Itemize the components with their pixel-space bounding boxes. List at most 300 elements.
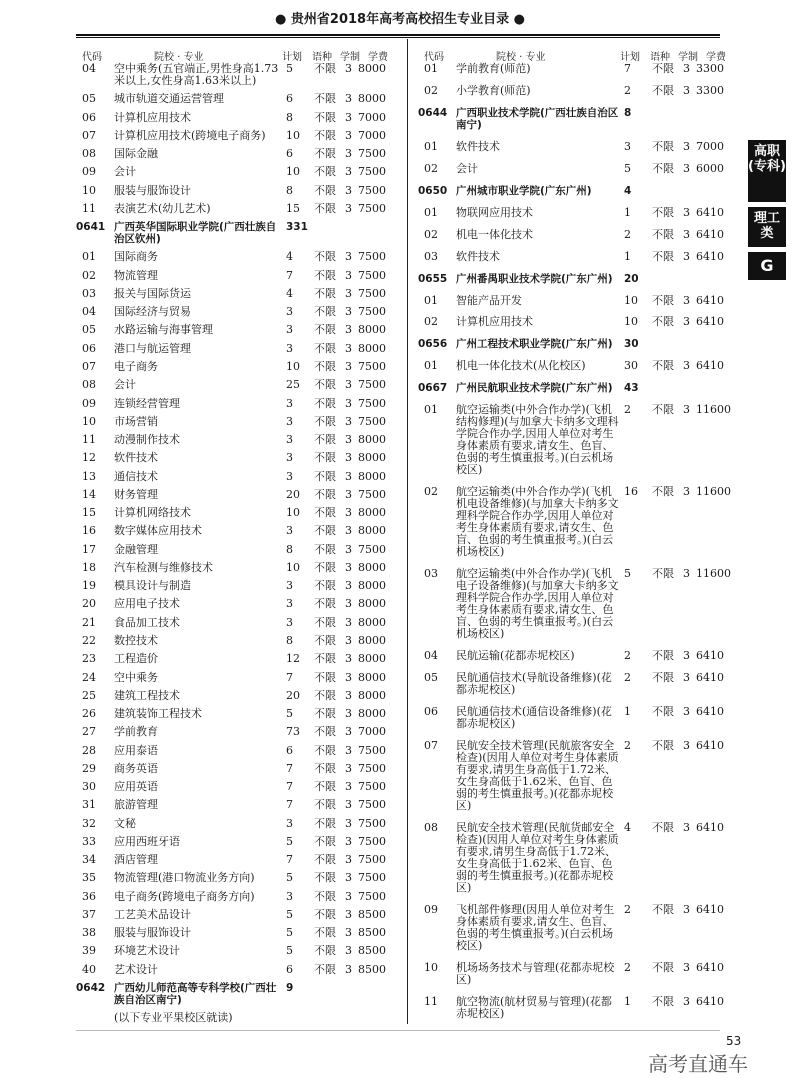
cell-lang: 不限 [314,250,336,264]
cell-fee: 6410 [696,315,724,329]
major-row [78,306,396,318]
cell-lang: 不限 [314,341,336,355]
major-row [78,324,396,336]
cell-name: 空中乘务 [114,670,158,684]
cell-fee: 6000 [696,161,724,175]
cell-years: 3 [345,506,352,520]
cell-lang: 不限 [314,889,336,903]
col-school-major-header: 院校 · 专业 [154,52,204,63]
cell-fee: 7500 [358,542,386,556]
cell-plan: 43 [624,382,639,395]
cell-years: 3 [683,293,690,307]
cell-code: 19 [82,579,96,593]
cell-lang: 不限 [314,707,336,721]
school-row [420,382,730,394]
major-row [78,63,396,87]
cell-years: 3 [345,62,352,75]
cell-code: 27 [82,725,96,739]
cell-years: 3 [345,871,352,885]
cell-fee: 3300 [696,83,724,97]
cell-lang: 不限 [314,506,336,520]
major-row [420,650,730,662]
cell-fee: 7500 [358,816,386,830]
cell-lang: 不限 [314,597,336,611]
cell-years: 3 [345,433,352,447]
cell-name: 软件技术 [114,451,158,465]
cell-years: 3 [345,834,352,848]
cell-lang: 不限 [314,359,336,373]
major-row [78,799,396,811]
cell-code: 22 [82,633,96,647]
cell-code: 02 [424,227,438,241]
cell-lang: 不限 [652,249,674,263]
cell-plan: 7 [286,853,293,867]
cell-fee: 11600 [696,485,731,499]
cell-name: 城市轨道交通运营管理 [114,92,224,106]
watermark-text: 高考直通车 [648,1052,748,1076]
side-tab-level: 高职(专科) [748,140,786,202]
cell-fee: 7500 [358,286,386,300]
cell-lang: 不限 [652,820,674,834]
cell-plan: 20 [286,487,300,501]
cell-years: 3 [345,341,352,355]
cell-code: 10 [82,414,96,428]
cell-name: 水路运输与海事管理 [114,323,213,337]
cell-years: 3 [345,780,352,794]
cell-code: 17 [82,542,96,556]
cell-code: 02 [424,315,438,329]
cell-lang: 不限 [314,816,336,830]
cell-lang: 不限 [314,560,336,574]
cell-name: 物流管理(港口物流业务方向) [114,871,255,885]
major-row [420,996,730,1020]
cell-years: 3 [683,62,690,75]
cell-code: 16 [82,524,96,538]
cell-years: 3 [345,128,352,142]
cell-code: 10 [82,183,96,197]
cell-lang: 不限 [652,403,674,417]
cell-fee: 8000 [358,633,386,647]
cell-fee: 8000 [358,688,386,702]
cell-years: 3 [345,889,352,903]
cell-years: 3 [345,359,352,373]
cell-plan: 4 [286,250,293,264]
cell-plan: 3 [286,323,293,337]
cell-code: 01 [424,403,438,417]
cell-fee: 8000 [358,652,386,666]
cell-name: 会计 [114,378,136,392]
cell-fee: 6410 [696,671,724,685]
cell-name: 国际金融 [114,147,158,161]
cell-fee: 7000 [358,128,386,142]
major-row [78,489,396,501]
major-row [420,740,730,812]
major-row [78,854,396,866]
header-rule [76,34,720,36]
major-row [78,288,396,300]
cell-name: 计算机应用技术 [114,110,191,124]
cell-name: 会计 [114,165,136,179]
major-row [78,507,396,519]
cell-years: 3 [683,902,690,916]
cell-name: 报关与国际货运 [114,286,191,300]
major-row [78,927,396,939]
cell-code: 15 [82,506,96,520]
cell-lang: 不限 [652,315,674,329]
cell-years: 3 [683,315,690,329]
cell-lang: 不限 [314,378,336,392]
cell-code: 14 [82,487,96,501]
cell-name: 空中乘务(五官端正,男性身高1.73米以上,女性身高1.63米以上) [114,62,279,87]
cell-code: 02 [424,83,438,97]
cell-code: 03 [424,567,438,581]
cell-code: 06 [424,705,438,719]
cell-fee: 6410 [696,902,724,916]
cell-name: 广西英华国际职业学院(广西壮族自治区钦州) [114,221,277,246]
cell-fee: 6410 [696,293,724,307]
cell-fee: 7500 [358,780,386,794]
cell-code: 02 [424,485,438,499]
cell-code: 08 [82,147,96,161]
cell-years: 3 [345,323,352,337]
school-row [78,221,396,245]
cell-years: 3 [345,926,352,940]
cell-fee: 6410 [696,249,724,263]
cell-years: 3 [345,652,352,666]
major-row [420,962,730,986]
cell-lang: 不限 [652,227,674,241]
cell-code: 0641 [76,221,106,234]
footer-rule [76,1030,720,1031]
major-row [420,822,730,894]
major-row [420,360,730,372]
col-plan-header: 计划 [620,52,640,63]
col-code-header: 代码 [424,52,444,63]
cell-code: 11 [82,201,96,215]
cell-years: 3 [345,633,352,647]
cell-lang: 不限 [314,268,336,282]
major-row [78,964,396,976]
school-row [420,273,730,285]
cell-lang: 不限 [314,652,336,666]
cell-years: 3 [345,688,352,702]
cell-lang: 不限 [314,542,336,556]
major-row [420,706,730,730]
cell-fee: 7500 [358,871,386,885]
cell-fee: 6410 [696,820,724,834]
cell-lang: 不限 [314,688,336,702]
cell-plan: 16 [624,485,638,499]
cell-plan: 30 [624,338,639,351]
cell-fee: 7000 [696,139,724,153]
major-row [78,471,396,483]
major-row [420,163,730,175]
cell-plan: 2 [624,902,631,916]
cell-code: 09 [424,902,438,916]
cell-plan: 3 [286,414,293,428]
cell-years: 3 [345,92,352,106]
cell-years: 3 [683,205,690,219]
cell-name: 民航运输(花都赤坭校区) [456,649,575,663]
major-row [78,562,396,574]
cell-lang: 不限 [314,147,336,161]
cell-name: 商务英语 [114,761,158,775]
cell-name: 广西职业技术学院(广西壮族自治区南宁) [456,106,619,131]
cell-code: 01 [424,205,438,219]
cell-lang: 不限 [314,798,336,812]
column-header [420,39,730,63]
column-header [78,39,396,63]
cell-code: 0642 [76,982,106,995]
cell-plan: 1 [624,205,631,219]
cell-plan: 12 [286,652,300,666]
cell-name: 电子商务(跨境电子商务方向) [114,889,255,903]
cell-code: 24 [82,670,96,684]
cell-name: 服装与服饰设计 [114,183,191,197]
cell-code: 0650 [418,184,448,197]
cell-lang: 不限 [314,396,336,410]
major-row [78,653,396,665]
cell-name: 物联网应用技术 [456,205,533,219]
cell-code: 34 [82,853,96,867]
cell-plan: 2 [624,403,631,417]
cell-name: 民航安全技术管理(民航货邮安全检查)(因用人单位对考生身体素质有要求,请男生身高低于1.72米、女生身高低于1.62米、色盲、色弱的考生慎重报考。)(花都赤坭校区) [456,820,619,894]
cell-years: 3 [345,147,352,161]
cell-lang: 不限 [314,183,336,197]
cell-lang: 不限 [314,670,336,684]
cell-name: 连锁经营管理 [114,396,180,410]
cell-name: 软件技术 [456,139,500,153]
cell-name: (以下专业平果校区就读) [114,1011,233,1025]
cell-code: 25 [82,688,96,702]
cell-years: 3 [345,268,352,282]
cell-years: 3 [345,707,352,721]
cell-name: 模具设计与制造 [114,579,191,593]
cell-name: 工程造价 [114,652,158,666]
cell-plan: 8 [286,542,293,556]
cell-lang: 不限 [652,359,674,373]
cell-code: 20 [82,597,96,611]
cell-plan: 3 [286,889,293,903]
cell-name: 航空运输类(中外合作办学)(飞机机电设备维修)(与加拿大卡纳多文理科学院合作办学,因用人单位对考生身体素质有要求,请女生、色盲、色弱的考生慎重报考。)(白云机场校区) [456,485,619,559]
major-row [420,63,730,75]
cell-code: 11 [82,433,96,447]
cell-years: 3 [683,249,690,263]
cell-lang: 不限 [314,469,336,483]
cell-code: 0656 [418,338,448,351]
cell-plan: 10 [286,560,300,574]
major-row [78,379,396,391]
cell-plan: 5 [624,567,631,581]
cell-name: 机电一体化技术 [456,227,533,241]
cell-years: 3 [345,183,352,197]
cell-name: 广州城市职业学院(广东广州) [456,184,592,197]
major-row [78,398,396,410]
major-row [78,818,396,830]
cell-plan: 10 [286,128,300,142]
major-row [420,404,730,476]
cell-plan: 3 [286,816,293,830]
school-row [420,338,730,350]
cell-code: 07 [82,359,96,373]
cell-lang: 不限 [652,161,674,175]
cell-plan: 15 [286,201,300,215]
cell-years: 3 [683,567,690,581]
page-number: 53 [726,1034,742,1048]
cell-lang: 不限 [652,62,674,75]
major-row [420,904,730,952]
cell-plan: 5 [286,62,293,75]
major-row [78,672,396,684]
cell-fee: 7500 [358,147,386,161]
cell-lang: 不限 [314,579,336,593]
cell-code: 05 [424,671,438,685]
cell-code: 07 [82,128,96,142]
cell-name: 汽车检测与维修技术 [114,560,213,574]
cell-plan: 7 [286,798,293,812]
cell-code: 29 [82,761,96,775]
cell-name: 学前教育(师范) [456,62,531,75]
cell-fee: 8000 [358,560,386,574]
major-row [78,909,396,921]
cell-name: 财务管理 [114,487,158,501]
cell-plan: 8 [624,106,632,119]
cell-years: 3 [683,739,690,753]
cell-years: 3 [683,359,690,373]
cell-lang: 不限 [314,853,336,867]
cell-fee: 7500 [358,359,386,373]
cell-name: 电子商务 [114,359,158,373]
cell-code: 26 [82,707,96,721]
cell-years: 3 [345,579,352,593]
cell-code: 36 [82,889,96,903]
cell-plan: 3 [286,305,293,319]
major-row [420,251,730,263]
cell-fee: 7500 [358,183,386,197]
col-lang-header: 语种 [312,52,332,63]
cell-lang: 不限 [314,433,336,447]
cell-plan: 5 [286,907,293,921]
cell-code: 07 [424,739,438,753]
cell-name: 航空运输类(中外合作办学)(飞机电子设备维修)(与加拿大卡纳多文理科学院合作办学,因用人单位对考生身体素质有要求,请女生、色盲、色弱的考生慎重报考。)(白云机场校区) [456,567,619,641]
cell-code: 04 [82,305,96,319]
cell-lang: 不限 [314,926,336,940]
cell-plan: 2 [624,227,631,241]
cell-name: 软件技术 [456,249,500,263]
cell-name: 智能产品开发 [456,293,522,307]
cell-fee: 6410 [696,205,724,219]
cell-fee: 8000 [358,707,386,721]
cell-years: 3 [345,597,352,611]
major-row [420,295,730,307]
cell-fee: 6410 [696,227,724,241]
side-tab-letter: G [748,252,786,280]
cell-fee: 8000 [358,62,386,75]
cell-code: 01 [424,359,438,373]
cell-name: 表演艺术(幼儿艺术) [114,201,211,215]
school-row [420,185,730,197]
left-column [78,39,396,1024]
cell-fee: 7500 [358,201,386,215]
cell-name: 建筑装饰工程技术 [114,707,202,721]
cell-plan: 331 [286,221,308,234]
cell-fee: 7500 [358,268,386,282]
cell-years: 3 [345,378,352,392]
cell-plan: 7 [624,62,631,75]
cell-plan: 3 [286,524,293,538]
cell-plan: 3 [286,341,293,355]
cell-fee: 8000 [358,597,386,611]
cell-years: 3 [345,944,352,958]
cell-code: 18 [82,560,96,574]
col-code-header: 代码 [82,52,102,63]
cell-plan: 3 [286,469,293,483]
col-plan-header: 计划 [282,52,302,63]
cell-fee: 8000 [358,579,386,593]
cell-name: 动漫制作技术 [114,433,180,447]
cell-code: 06 [82,341,96,355]
cell-code: 04 [82,62,96,75]
major-row [78,166,396,178]
major-row [78,745,396,757]
cell-fee: 7500 [358,743,386,757]
major-row [78,945,396,957]
cell-lang: 不限 [314,871,336,885]
major-row [78,763,396,775]
cell-plan: 30 [624,359,638,373]
cell-code: 35 [82,871,96,885]
cell-name: 计算机应用技术 [456,315,533,329]
cell-plan: 6 [286,92,293,106]
cell-plan: 2 [624,960,631,974]
cell-name: 飞机部件修理(因用人单位对考生身体素质有要求,请女生、色盲、色弱的考生慎重报考。)(白云机场校区) [456,902,615,952]
cell-plan: 10 [624,293,638,307]
right-column [420,39,730,1020]
cell-years: 3 [683,83,690,97]
cell-plan: 73 [286,725,300,739]
cell-fee: 8500 [358,944,386,958]
cell-code: 09 [82,396,96,410]
col-years-header: 学制 [340,52,360,63]
cell-years: 3 [683,649,690,663]
cell-plan: 1 [624,994,631,1008]
cell-code: 08 [424,820,438,834]
major-row [78,580,396,592]
major-row [78,93,396,105]
cell-lang: 不限 [314,110,336,124]
cell-fee: 6410 [696,705,724,719]
major-row [78,836,396,848]
cell-code: 05 [82,92,96,106]
cell-lang: 不限 [314,834,336,848]
cell-code: 38 [82,926,96,940]
cell-name: 港口与航运管理 [114,341,191,355]
cell-code: 31 [82,798,96,812]
col-fee-header: 学费 [368,52,388,63]
major-row [78,112,396,124]
cell-plan: 3 [286,597,293,611]
cell-lang: 不限 [314,780,336,794]
cell-name: 工艺美术品设计 [114,907,191,921]
cell-name: 民航安全技术管理(民航旅客安全检查)(因用人单位对考生身体素质有要求,请男生身高低于1.72米、女生身高低于1.62米、色盲、色弱的考生慎重报考。)(花都赤坭校区) [456,739,619,813]
cell-fee: 8000 [358,451,386,465]
cell-code: 02 [424,161,438,175]
cell-plan: 8 [286,183,293,197]
cell-plan: 10 [286,506,300,520]
major-row [78,270,396,282]
cell-lang: 不限 [314,305,336,319]
cell-lang: 不限 [652,705,674,719]
